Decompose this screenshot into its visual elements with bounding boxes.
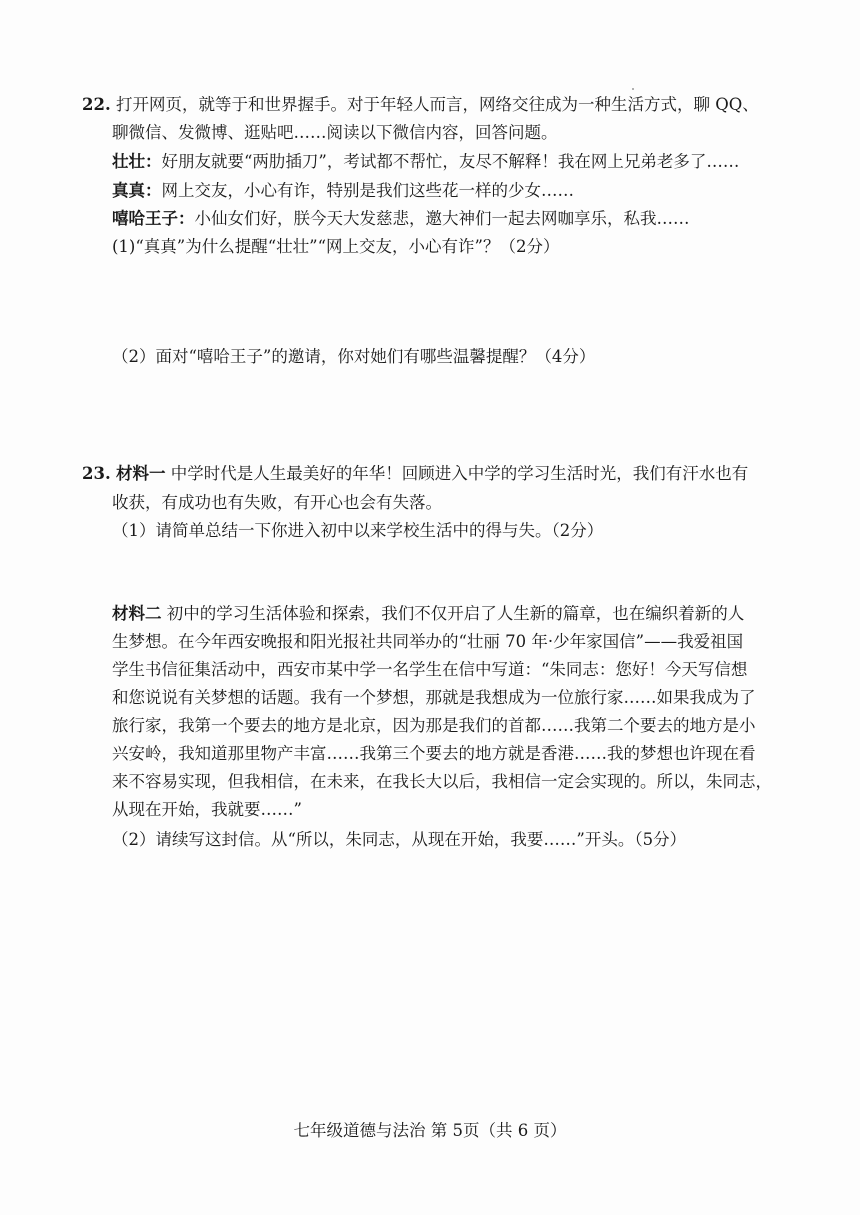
chat-line-xiha [112,208,690,230]
chat-message: 小仙女们好，朕今天大发慈悲，邀大神们一起去网咖享乐，私我…… [194,209,690,228]
chat-speaker: 真真： [112,181,162,200]
material2-text-line: 兴安岭，我知道那里物产丰富……我第三个要去的地方就是香港……我的梦想也许现在看 [112,744,756,763]
material1-text-line1: 中学时代是人生最美好的年华！回顾进入中学的学习生活时光，我们有汗水也有 [170,464,749,483]
q23-number: 23. [82,464,111,483]
chat-speaker: 嘻哈王子： [112,209,195,228]
material2-label: 材料二 [112,604,162,623]
chat-message: 好朋友就要“两肋插刀”，考试都不帮忙，友尽不解释！我在网上兄弟老多了…… [161,152,740,171]
q22-text-line1: 打开网页，就等于和世界握手。对于年轻人而言，网络交往成为一种生活方式，聊 QQ、 [115,95,759,114]
material2-text-line: 生梦想。在今年西安晚报和阳光报社共同举办的“壮丽 70 年·少年家国信”——我爱祖国 [112,632,744,651]
material2-text-line: 从现在开始，我就要……” [112,800,302,819]
chat-line-zhenzhen [112,180,574,202]
q22-intro-line1 [82,94,759,116]
material2-text-line: 来不容易实现，但我相信，在未来，在我长大以后，我相信一定会实现的。所以，朱同志， [112,772,772,791]
q23-sub1: （1）请简单总结一下你进入初中以来学校生活中的得与失。（2分） [112,521,604,540]
page-footer: 七年级道德与法治 第 5页（共 6 页） [293,1121,567,1140]
chat-speaker: 壮壮： [112,152,162,171]
q22-intro-line2: 聊微信、发微博、逛贴吧……阅读以下微信内容，回答问题。 [112,123,558,142]
material2-text-line: 和您说说有关梦想的话题。我有一个梦想，那就是我想成为一位旅行家……如果我成为了 [112,688,756,707]
material2-text-line: 学生书信征集活动中，西安市某中学一名学生在信中写道：“朱同志：您好！今天写信想 [112,660,748,679]
chat-message: 网上交友，小心有诈，特别是我们这些花一样的少女…… [161,181,574,200]
q23-material2-line1 [112,603,744,625]
q22-sub2: （2）面对“嘻哈王子”的邀请，你对她们有哪些温馨提醒？（4分） [112,347,596,366]
q23-material1-line1 [82,463,748,485]
scan-speck [632,88,634,90]
q22-number: 22. [82,95,111,114]
q23-sub2: （2）请续写这封信。从“所以，朱同志，从现在开始，我要……”开头。（5分） [112,830,687,849]
material2-text-line: 初中的学习生活体验和探索，我们不仅开启了人生新的篇章，也在编织着新的人 [166,604,745,623]
material2-text-line: 旅行家，我第一个要去的地方是北京，因为那是我们的首都……我第二个要去的地方是小 [112,716,756,735]
material1-label: 材料一 [115,464,166,483]
chat-line-zhuangzhuang [112,151,739,173]
q23-material1-line2: 收获，有成功也有失败，有开心也会有失落。 [112,493,442,512]
q22-sub1: (1)“真真”为什么提醒“壮壮”“网上交友，小心有诈”？（2分） [112,237,560,256]
